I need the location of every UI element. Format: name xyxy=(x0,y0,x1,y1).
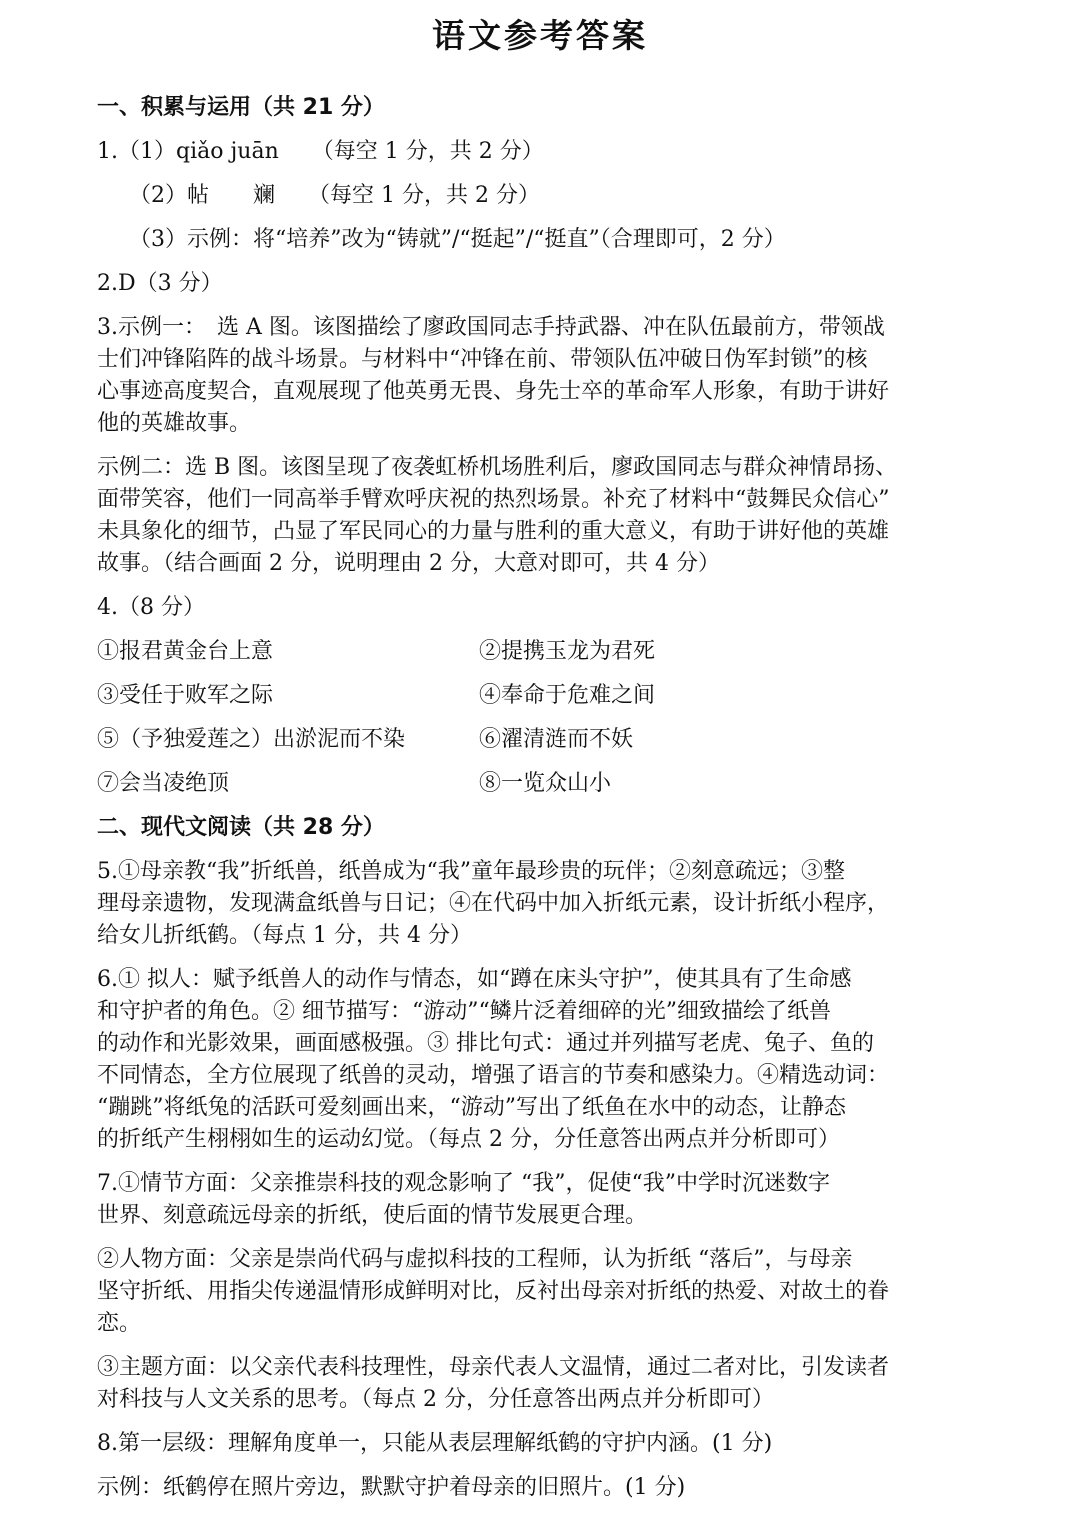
q8-example: 示例：纸鹤停在照片旁边，默默守护着母亲的旧照片。(1 分) xyxy=(97,1475,686,1500)
q6-line: 和守护者的角色。② 细节描写：“游动”“鳞片泛着细碎的光”细致描绘了纸兽 xyxy=(97,999,831,1024)
q6-line: 不同情态，全方位展现了纸兽的灵动，增强了语言的节奏和感染力。④精选动词： xyxy=(97,1063,890,1088)
q7-line: 恋。 xyxy=(97,1311,142,1336)
q6-line: 的动作和光影效果，画面感极强。③ 排比句式：通过并列描写老虎、兔子、鱼的 xyxy=(97,1031,874,1056)
q4-header: 4.（8 分） xyxy=(97,595,205,620)
q3-example-2-line: 示例二：选 B 图。该图呈现了夜袭虹桥机场胜利后，廖政国同志与群众神情昂扬、 xyxy=(97,455,898,480)
q5-line: 给女儿折纸鹤。（每点 1 分，共 4 分） xyxy=(97,923,472,948)
q7-line: 对科技与人文关系的思考。（每点 2 分，分任意答出两点并分析即可） xyxy=(97,1387,774,1412)
q7-plot-answer xyxy=(97,1168,992,1232)
q8-level-1: 8.第一层级：理解角度单一，只能从表层理解纸鹤的守护内涵。(1 分) xyxy=(97,1431,773,1456)
q3-example-1-line: 士们冲锋陷阵的战斗场景。与材料中“冲锋在前、带领队伍冲破日伪军封锁”的核 xyxy=(97,347,868,372)
q4-item: ⑥濯清涟而不妖 xyxy=(479,727,634,752)
q7-line: ③主题方面：以父亲代表科技理性，母亲代表人文温情，通过二者对比，引发读者 xyxy=(97,1355,890,1380)
q4-item: ⑧一览众山小 xyxy=(479,771,612,796)
q4-row xyxy=(97,636,992,668)
q4-row xyxy=(97,680,992,712)
q4-row xyxy=(97,724,992,756)
q3-example-1-line: 心事迹高度契合，直观展现了他英勇无畏、身先士卒的革命军人形象，有助于讲好 xyxy=(97,379,890,404)
q6-line: 的折纸产生栩栩如生的运动幻觉。（每点 2 分，分任意答出两点并分析即可） xyxy=(97,1127,840,1152)
q7-theme-answer xyxy=(97,1352,992,1416)
q5-line: 5.①母亲教“我”折纸兽，纸兽成为“我”童年最珍贵的玩伴；②刻意疏远；③整 xyxy=(97,859,845,884)
q4-item: ①报君黄金台上意 xyxy=(97,639,274,664)
q3-example-1 xyxy=(97,312,992,440)
q3-example-2-line: 未具象化的细节，凸显了军民同心的力量与胜利的重大意义，有助于讲好他的英雄 xyxy=(97,519,890,544)
q4-item: ③受任于败军之际 xyxy=(97,683,274,708)
q7-line: 坚守折纸、用指尖传递温情形成鲜明对比，反衬出母亲对折纸的热爱、对故土的眷 xyxy=(97,1279,890,1304)
section-2-heading: 二、现代文阅读（共 28 分） xyxy=(97,815,385,840)
q6-answer xyxy=(97,964,992,1156)
q4-row xyxy=(97,768,992,800)
q3-example-2-line: 故事。（结合画面 2 分，说明理由 2 分，大意对即可，共 4 分） xyxy=(97,551,720,576)
q6-line: “蹦跳”将纸兔的活跃可爱刻画出来，“游动”写出了纸鱼在水中的动态，让静态 xyxy=(97,1095,846,1120)
q7-line: 7.①情节方面：父亲推崇科技的观念影响了 “我”，促使“我”中学时沉迷数字 xyxy=(97,1171,830,1196)
section-1-heading: 一、积累与运用（共 21 分） xyxy=(97,95,385,120)
q5-line: 理母亲遗物，发现满盒纸兽与日记；④在代码中加入折纸元素，设计折纸小程序， xyxy=(97,891,890,916)
q4-item: ⑦会当凌绝顶 xyxy=(97,771,230,796)
q2-answer: 2.D（3 分） xyxy=(97,271,223,296)
q1-part3: （3）示例：将“培养”改为“铸就”/“挺起”/“挺直”（合理即可，2 分） xyxy=(129,227,786,252)
q1-part2: （2）帖 斓 （每空 1 分，共 2 分） xyxy=(129,183,540,208)
q4-item: ④奉命于危难之间 xyxy=(479,683,656,708)
q7-line: 世界、刻意疏远母亲的折纸，使后面的情节发展更合理。 xyxy=(97,1203,648,1228)
q3-example-1-line: 3.示例一： 选 A 图。该图描绘了廖政国同志手持武器、冲在队伍最前方，带领战 xyxy=(97,315,885,340)
q5-answer xyxy=(97,856,992,952)
q3-example-1-line: 他的英雄故事。 xyxy=(97,411,252,436)
q6-line: 6.① 拟人：赋予纸兽人的动作与情态，如“蹲在床头守护”，使其具有了生命感 xyxy=(97,967,852,992)
q7-line: ②人物方面：父亲是崇尚代码与虚拟科技的工程师，认为折纸 “落后”，与母亲 xyxy=(97,1247,853,1272)
q4-item: ②提携玉龙为君死 xyxy=(479,639,656,664)
q3-example-2 xyxy=(97,452,992,580)
q4-item: ⑤（予独爱莲之）出淤泥而不染 xyxy=(97,727,406,752)
answer-content xyxy=(97,92,992,1504)
page-title: 语文参考答案 xyxy=(432,16,648,55)
q3-example-2-line: 面带笑容，他们一同高举手臂欢呼庆祝的热烈场景。补充了材料中“鼓舞民众信心” xyxy=(97,487,890,512)
q1-part1: 1.（1）qiǎo juān （每空 1 分，共 2 分） xyxy=(97,139,544,164)
q7-character-answer xyxy=(97,1244,992,1340)
